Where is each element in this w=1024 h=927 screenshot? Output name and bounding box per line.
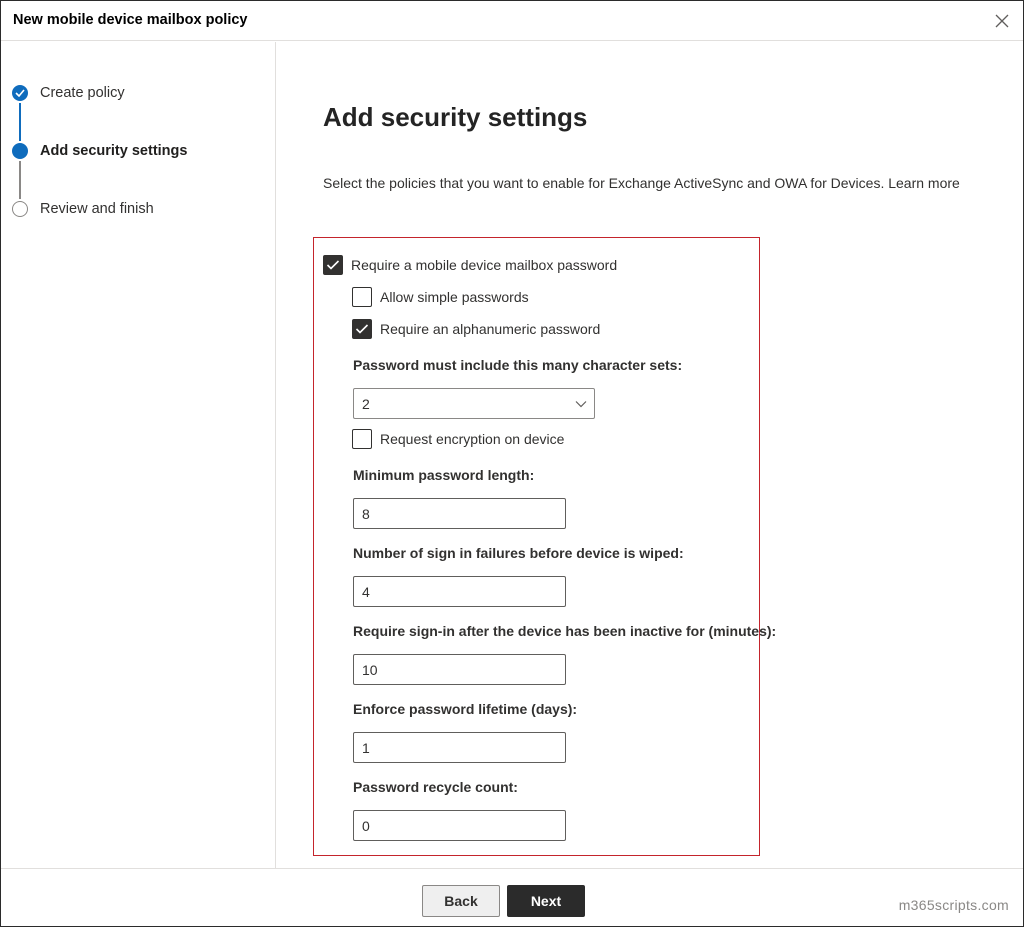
recycle-count-label: Password recycle count: — [353, 779, 518, 795]
chevron-down-icon — [574, 397, 588, 411]
step-add-security-settings[interactable] — [12, 143, 187, 159]
page-title: Add security settings — [323, 102, 588, 132]
dialog-title: New mobile device mailbox policy — [13, 12, 248, 28]
min-length-input[interactable] — [353, 498, 566, 529]
close-button[interactable] — [991, 10, 1013, 32]
password-lifetime-input[interactable] — [353, 732, 566, 763]
inactive-minutes-input[interactable] — [353, 654, 566, 685]
require-password-checkbox[interactable] — [323, 255, 617, 275]
step-connector — [19, 103, 21, 141]
char-sets-label: Password must include this many character sets: — [353, 357, 683, 373]
checkbox-label: Request encryption on device — [380, 431, 565, 447]
checkbox-label: Allow simple passwords — [380, 289, 529, 305]
checkbox-label: Require a mobile device mailbox password — [351, 257, 618, 273]
step-label: Add security settings — [40, 143, 188, 159]
min-length-label: Minimum password length: — [353, 467, 535, 483]
char-sets-dropdown[interactable] — [353, 388, 595, 419]
watermark-text: m365scripts.com — [898, 897, 1009, 913]
step-completed-icon — [12, 85, 28, 101]
recycle-count-input[interactable] — [353, 810, 566, 841]
page-description: Select the policies that you want to enable for Exchange ActiveSync and OWA for Devices. Learn more — [323, 175, 960, 191]
checkbox-unchecked-icon — [352, 287, 372, 307]
inactive-minutes-label: Require sign-in after the device has been inactive for (minutes): — [353, 623, 777, 639]
request-encryption-checkbox[interactable] — [352, 429, 564, 449]
back-button[interactable]: Back — [422, 885, 500, 917]
step-create-policy[interactable] — [12, 85, 125, 101]
require-alphanumeric-checkbox[interactable] — [352, 319, 600, 339]
allow-simple-passwords-checkbox[interactable] — [352, 287, 529, 307]
dialog-header — [1, 1, 1023, 41]
dropdown-selected-value: 2 — [362, 396, 370, 412]
checkbox-unchecked-icon — [352, 429, 372, 449]
password-lifetime-label: Enforce password lifetime (days): — [353, 701, 578, 717]
checkbox-label: Require an alphanumeric password — [380, 321, 601, 337]
close-icon — [991, 10, 1013, 32]
step-review-and-finish[interactable] — [12, 201, 154, 217]
wizard-steps-nav — [1, 42, 276, 868]
sign-in-failures-input[interactable] — [353, 576, 566, 607]
sign-in-failures-label: Number of sign in failures before device is wiped: — [353, 545, 684, 561]
step-connector — [19, 161, 21, 199]
step-label: Create policy — [40, 85, 125, 101]
step-label: Review and finish — [40, 201, 154, 217]
checkbox-checked-icon — [323, 255, 343, 275]
dialog-footer — [1, 868, 1023, 926]
next-button[interactable]: Next — [507, 885, 585, 917]
step-current-icon — [12, 143, 28, 159]
step-pending-icon — [12, 201, 28, 217]
checkbox-checked-icon — [352, 319, 372, 339]
